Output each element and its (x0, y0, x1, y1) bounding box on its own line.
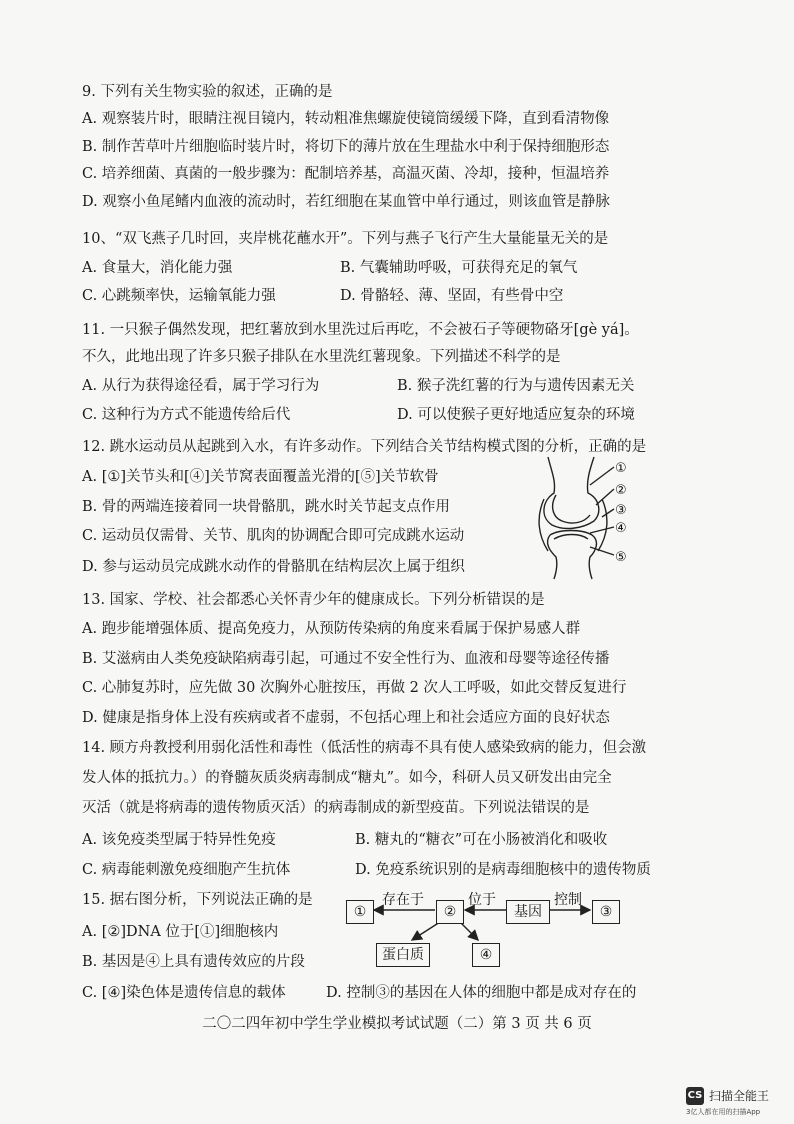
lower-bone-left (548, 535, 557, 579)
joint-structure-diagram (530, 455, 630, 580)
q10-stem: 10、“双飞燕子几时回，夹岸桃花蘸水开”。下列与燕子飞行产生大量能量无关的是 (82, 231, 609, 247)
q10-option-d: D. 骨骼轻、薄、坚固，有些骨中空 (340, 288, 564, 304)
joint-label-2: ② (615, 483, 627, 498)
diagram-box-2: ② (436, 900, 464, 924)
q11-option-b: B. 猴子洗红薯的行为与遗传因素无关 (397, 378, 635, 394)
arrow-to-protein (412, 922, 440, 940)
q11-stem-line1: 11. 一只猴子偶然发现，把红薯放到水里洗过后再吃，不会被石子等硬物硌牙[gè yá]。 (82, 322, 639, 338)
arrow-label-weiyu: 位于 (468, 892, 496, 908)
q12-option-b: B. 骨的两端连接着同一块骨骼肌，跳水时关节起支点作用 (82, 499, 450, 515)
q15-option-a: A. [②]DNA 位于[①]细胞核内 (82, 924, 279, 940)
q12-option-c: C. 运动员仅需骨、关节、肌肉的协调配合即可完成跳水运动 (82, 528, 465, 544)
q14-option-d: D. 免疫系统识别的是病毒细胞核中的遗传物质 (355, 862, 651, 878)
watermark-app-name: 扫描全能王 (709, 1089, 770, 1103)
q14-option-c: C. 病毒能刺激免疫细胞产生抗体 (82, 862, 291, 878)
diagram-box-3: ③ (592, 900, 620, 924)
leader-line-1 (590, 467, 614, 485)
joint-head-cartilage (553, 495, 590, 523)
q15-option-d: D. 控制③的基因在人体的细胞中都是成对存在的 (326, 985, 637, 1001)
q14-option-b: B. 糖丸的“糖衣”可在小肠被消化和吸收 (355, 832, 608, 848)
arrow-to-box4 (460, 922, 478, 940)
q9-option-a: A. 观察装片时，眼睛注视目镜内，转动粗准焦螺旋使镜筒缓缓下降，直到看清物像 (82, 111, 610, 127)
q13-stem: 13. 国家、学校、社会都悉心关怀青少年的健康成长。下列分析错误的是 (82, 592, 545, 608)
q13-option-b: B. 艾滋病由人类免疫缺陷病毒引起，可通过不安全性行为、血液和母婴等途径传播 (82, 651, 610, 667)
upper-bone-outline (544, 457, 599, 528)
arrow-label-kongzhi: 控制 (554, 892, 582, 908)
camscanner-logo-icon: CS (686, 1087, 704, 1105)
diagram-box-protein: 蛋白质 (376, 943, 430, 967)
joint-socket-cartilage (554, 535, 588, 540)
q9-option-d: D. 观察小鱼尾鳍内血液的流动时，若红细胞在某血管中单行通过，则该血管是静脉 (82, 194, 610, 210)
q11-option-a: A. 从行为获得途径看，属于学习行为 (82, 378, 320, 394)
q11-stem-line2: 不久，此地出现了许多只猴子排队在水里洗红薯现象。下列描述不科学的是 (82, 349, 561, 365)
q15-stem: 15. 据右图分析，下列说法正确的是 (82, 892, 313, 908)
leader-line-4 (590, 527, 614, 533)
q14-stem-line3: 灭活（就是将病毒的遗传物质灭活）的病毒制成的新型疫苗。下列说法错误的是 (82, 800, 590, 816)
diagram-box-4: ④ (472, 943, 500, 967)
q12-option-d: D. 参与运动员完成跳水动作的骨骼肌在结构层次上属于组织 (82, 559, 465, 575)
joint-label-3: ③ (615, 503, 627, 518)
q14-stem-line1: 14. 顾方舟教授利用弱化活性和毒性（低活性的病毒不具有使人感染致病的能力，但会激 (82, 740, 647, 756)
q10-option-a: A. 食量大，消化能力强 (82, 260, 233, 276)
q11-option-c: C. 这种行为方式不能遗传给后代 (82, 407, 291, 423)
q15-option-b: B. 基因是④上具有遗传效应的片段 (82, 954, 305, 970)
q9-stem: 9. 下列有关生物实验的叙述，正确的是 (82, 84, 333, 100)
joint-label-4: ④ (615, 521, 627, 536)
q14-option-a: A. 该免疫类型属于特异性免疫 (82, 832, 276, 848)
q15-option-c: C. [④]染色体是遗传信息的载体 (82, 985, 286, 1001)
q13-option-a: A. 跑步能增强体质、提高免疫力，从预防传染病的角度来看属于保护易感人群 (82, 621, 581, 637)
diagram-box-1: ① (346, 900, 374, 924)
joint-capsule-left (539, 499, 548, 551)
leader-line-2 (596, 489, 614, 505)
q11-option-d: D. 可以使猴子更好地适应复杂的环境 (397, 407, 635, 423)
page-footer: 二〇二四年初中学生学业模拟考试试题（二）第 3 页 共 6 页 (202, 1016, 592, 1032)
joint-label-5: ⑤ (615, 550, 627, 565)
arrow-label-cunzaiyu: 存在于 (382, 892, 424, 908)
q10-option-c: C. 心跳频率快，运输氧能力强 (82, 288, 276, 304)
diagram-box-gene: 基因 (506, 900, 550, 924)
q14-stem-line2: 发人体的抵抗力。）的脊髓灰质炎病毒制成“糖丸”。如今，科研人员又研发出由完全 (82, 770, 612, 786)
q9-option-c: C. 培养细菌、真菌的一般步骤为：配制培养基，高温灭菌、冷却，接种，恒温培养 (82, 166, 610, 182)
scanner-watermark (686, 1087, 786, 1119)
watermark-tagline: 3亿人都在用的扫描App (686, 1108, 761, 1116)
q10-option-b: B. 气囊辅助呼吸，可获得充足的氧气 (340, 260, 578, 276)
q13-option-d: D. 健康是指身体上没有疾病或者不虚弱，不包括心理上和社会适应方面的良好状态 (82, 710, 610, 726)
leader-line-3 (602, 509, 614, 517)
joint-label-1: ① (615, 461, 627, 476)
q12-option-a: A. [①]关节头和[④]关节窝表面覆盖光滑的[⑤]关节软骨 (82, 469, 439, 485)
q13-option-c: C. 心肺复苏时，应先做 30 次胸外心脏按压，再做 2 次人工呼吸，如此交替反复进行 (82, 680, 627, 696)
q9-option-b: B. 制作苦草叶片细胞临时装片时，将切下的薄片放在生理盐水中利于保持细胞形态 (82, 139, 610, 155)
joint-capsule-right (598, 499, 607, 551)
q12-stem: 12. 跳水运动员从起跳到入水，有许多动作。下列结合关节结构模式图的分析，正确的是 (82, 439, 647, 455)
